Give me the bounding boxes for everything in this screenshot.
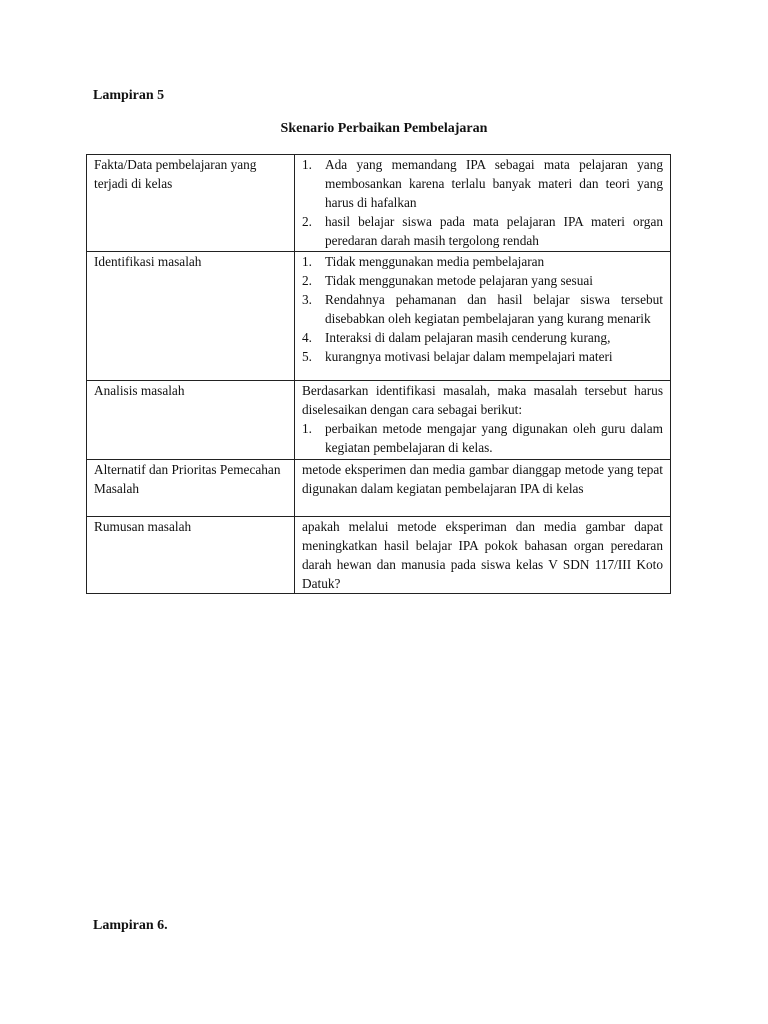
list-text: hasil belajar siswa pada mata pelajaran IPA materi organ peredaran darah masih tergolong rendah <box>325 214 663 248</box>
list-text: Ada yang memandang IPA sebagai mata pelajaran yang membosankan karena terlalu banyak materi dan teori yang harus di hafalkan <box>325 157 663 210</box>
list-text: Interaksi di dalam pelajaran masih cenderung kurang, <box>325 330 611 345</box>
numbered-list <box>302 155 663 250</box>
list-item <box>302 347 663 366</box>
row-content <box>295 252 671 381</box>
table-row-rumusan <box>87 517 671 594</box>
numbered-list <box>302 419 663 457</box>
list-item <box>302 419 663 457</box>
table-row-fakta <box>87 155 671 252</box>
list-text: Tidak menggunakan media pembelajaran <box>325 254 545 269</box>
row-label: Analisis masalah <box>87 381 295 460</box>
table-row-analisis <box>87 381 671 460</box>
table-row-alternatif <box>87 460 671 517</box>
list-text: Rendahnya pehamanan dan hasil belajar siswa tersebut disebabkan oleh kegiatan pembelajaran yang kurang menarik <box>325 292 663 326</box>
list-number: 4. <box>302 330 312 345</box>
row-content <box>295 460 671 517</box>
row-text: apakah melalui metode eksperiman dan media gambar dapat meningkatkan hasil belajar IPA pokok bahasan organ peredaran darah hewan dan manusia pada siswa kelas V SDN 117/III Koto Datuk? <box>302 519 663 591</box>
list-text: Tidak menggunakan metode pelajaran yang sesuai <box>325 273 593 288</box>
row-label: Rumusan masalah <box>87 517 295 594</box>
document-title: Skenario Perbaikan Pembelajaran <box>280 121 488 136</box>
appendix-heading-6: Lampiran 6. <box>93 918 168 933</box>
appendix-heading-5: Lampiran 5 <box>93 88 165 103</box>
row-content <box>295 517 671 594</box>
row-content <box>295 155 671 252</box>
row-text: metode eksperimen dan media gambar dianggap metode yang tepat digunakan dalam kegiatan pembelajaran IPA di kelas <box>302 462 663 496</box>
list-number: 3. <box>302 292 312 307</box>
list-number: 1. <box>302 254 312 269</box>
list-item <box>302 290 663 328</box>
row-label: Identifikasi masalah <box>87 252 295 381</box>
list-item <box>302 328 663 347</box>
list-number: 5. <box>302 349 312 364</box>
list-number: 1. <box>302 157 312 172</box>
row-label: Fakta/Data pembelajaran yang terjadi di kelas <box>87 155 295 252</box>
list-item <box>302 271 663 290</box>
numbered-list <box>302 252 663 366</box>
list-text: perbaikan metode mengajar yang digunakan oleh guru dalam kegiatan pembelajaran di kelas. <box>325 421 663 455</box>
row-label: Alternatif dan Prioritas Pemecahan Masalah <box>87 460 295 517</box>
row-content <box>295 381 671 460</box>
list-number: 2. <box>302 214 312 229</box>
list-item <box>302 212 663 250</box>
list-item <box>302 252 663 271</box>
list-number: 1. <box>302 421 312 436</box>
list-item <box>302 155 663 212</box>
list-number: 2. <box>302 273 312 288</box>
scenario-table <box>86 154 671 594</box>
list-text: kurangnya motivasi belajar dalam mempelajari materi <box>325 349 613 364</box>
table-row-identifikasi <box>87 252 671 381</box>
analysis-intro: Berdasarkan identifikasi masalah, maka masalah tersebut harus diselesaikan dengan cara sebagai berikut: <box>302 383 663 417</box>
